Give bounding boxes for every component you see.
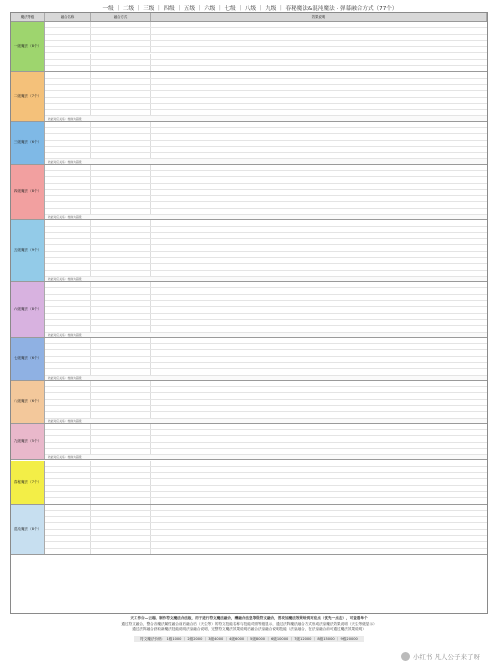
cell-method bbox=[91, 66, 151, 71]
cell-name bbox=[45, 436, 91, 441]
cell-name bbox=[45, 530, 91, 535]
cell-name bbox=[45, 536, 91, 541]
cell-name bbox=[45, 486, 91, 491]
cell-method bbox=[91, 47, 151, 52]
section-note: 技能对应关系：转换为超级 bbox=[45, 455, 487, 460]
footer-line-3: 通过法阵融合获取新魔法技能说明法皇融合说明，完整符文魔法效果说明后融合法皇融合说明技能（法皇融合，在法皇融合前可通过魔法效果说明） bbox=[132, 626, 366, 631]
cell-method bbox=[91, 60, 151, 65]
table-header bbox=[11, 13, 487, 22]
section-label: 四级魔法（8个） bbox=[11, 165, 45, 220]
cell-method bbox=[91, 184, 151, 189]
cell-method bbox=[91, 35, 151, 40]
cell-method bbox=[91, 54, 151, 59]
cell-method bbox=[91, 436, 151, 441]
section-note: 技能对应关系：转换为超级 bbox=[45, 215, 487, 220]
cell-name bbox=[45, 461, 91, 466]
cell-name bbox=[45, 517, 91, 522]
cell-method bbox=[91, 220, 151, 225]
cell-name bbox=[45, 549, 91, 554]
cell-method bbox=[91, 91, 151, 96]
cell-method bbox=[91, 288, 151, 293]
cell-method bbox=[91, 252, 151, 257]
cell-method bbox=[91, 387, 151, 392]
cell-name bbox=[45, 467, 91, 472]
cell-name bbox=[45, 271, 91, 276]
cell-name bbox=[45, 47, 91, 52]
cell-method bbox=[91, 202, 151, 207]
cell-method bbox=[91, 227, 151, 232]
cell-method bbox=[91, 381, 151, 386]
cell-name bbox=[45, 479, 91, 484]
cell-name bbox=[45, 344, 91, 349]
cell-method bbox=[91, 424, 151, 429]
section-7 bbox=[11, 338, 487, 381]
cell-method bbox=[91, 400, 151, 405]
cell-method bbox=[91, 41, 151, 46]
cell-name bbox=[45, 505, 91, 510]
header-name: 融合名称 bbox=[45, 13, 91, 21]
section-8 bbox=[11, 381, 487, 424]
section-label: 七级魔法（6个） bbox=[11, 338, 45, 380]
section-note: 技能对应关系：转换为超级 bbox=[45, 159, 487, 164]
section-2 bbox=[11, 72, 487, 121]
cell-method bbox=[91, 295, 151, 300]
cell-method bbox=[91, 239, 151, 244]
cell-method bbox=[91, 505, 151, 510]
cell-name bbox=[45, 387, 91, 392]
cell-method bbox=[91, 128, 151, 133]
cell-name bbox=[45, 400, 91, 405]
cell-name bbox=[45, 430, 91, 435]
cell-name bbox=[45, 369, 91, 374]
cell-method bbox=[91, 209, 151, 214]
cell-name bbox=[45, 190, 91, 195]
cell-method bbox=[91, 177, 151, 182]
cell-method bbox=[91, 536, 151, 541]
cell-name bbox=[45, 492, 91, 497]
cell-method bbox=[91, 542, 151, 547]
cell-name bbox=[45, 443, 91, 448]
cell-method bbox=[91, 301, 151, 306]
cell-method bbox=[91, 233, 151, 238]
cell-name bbox=[45, 54, 91, 59]
cell-name bbox=[45, 141, 91, 146]
cell-name bbox=[45, 91, 91, 96]
section-9 bbox=[11, 424, 487, 461]
watermark bbox=[401, 652, 480, 661]
cell-name bbox=[45, 473, 91, 478]
cell-name bbox=[45, 363, 91, 368]
cell-name bbox=[45, 357, 91, 362]
cell-name bbox=[45, 245, 91, 250]
cell-name bbox=[45, 85, 91, 90]
section-label: 八级魔法（6个） bbox=[11, 381, 45, 423]
cell-method bbox=[91, 369, 151, 374]
cell-method bbox=[91, 153, 151, 158]
cell-name bbox=[45, 66, 91, 71]
cell-method bbox=[91, 122, 151, 127]
cell-method bbox=[91, 461, 151, 466]
cell-name bbox=[45, 134, 91, 139]
cell-method bbox=[91, 511, 151, 516]
cell-name bbox=[45, 72, 91, 77]
section-10 bbox=[11, 461, 487, 505]
cell-name bbox=[45, 128, 91, 133]
section-label: 混沌魔法（8个） bbox=[11, 505, 45, 554]
header-level: 魔法等级 bbox=[11, 13, 45, 21]
cell-name bbox=[45, 202, 91, 207]
cell-method bbox=[91, 443, 151, 448]
section-note: 技能对应关系：转换为超级 bbox=[45, 277, 487, 282]
cell-name bbox=[45, 264, 91, 269]
cell-name bbox=[45, 282, 91, 287]
section-note: 技能对应关系：转换为超级 bbox=[45, 376, 487, 381]
cell-method bbox=[91, 171, 151, 176]
cell-name bbox=[45, 28, 91, 33]
avatar-icon bbox=[401, 652, 410, 661]
cell-method bbox=[91, 258, 151, 263]
price-label: 符文魔法价格： bbox=[140, 636, 166, 641]
watermark-text: 小红书 凡人公子来了呀 bbox=[412, 653, 480, 661]
cell-method bbox=[91, 245, 151, 250]
cell-name bbox=[45, 449, 91, 454]
cell-name bbox=[45, 184, 91, 189]
cell-method bbox=[91, 498, 151, 503]
cell-method bbox=[91, 72, 151, 77]
cell-name bbox=[45, 511, 91, 516]
table-row bbox=[45, 549, 487, 555]
cell-name bbox=[45, 233, 91, 238]
cell-method bbox=[91, 357, 151, 362]
cell-method bbox=[91, 196, 151, 201]
section-label: 二级魔法（7个） bbox=[11, 72, 45, 120]
section-label: 一级魔法（8个） bbox=[11, 22, 45, 71]
cell-name bbox=[45, 209, 91, 214]
cell-name bbox=[45, 542, 91, 547]
section-label: 六级魔法（8个） bbox=[11, 282, 45, 337]
cell-name bbox=[45, 165, 91, 170]
cell-method bbox=[91, 492, 151, 497]
cell-name bbox=[45, 314, 91, 319]
cell-name bbox=[45, 196, 91, 201]
cell-method bbox=[91, 449, 151, 454]
cell-name bbox=[45, 227, 91, 232]
section-label: 五级魔法（9个） bbox=[11, 220, 45, 281]
cell-name bbox=[45, 406, 91, 411]
cell-name bbox=[45, 338, 91, 343]
cell-name bbox=[45, 252, 91, 257]
cell-name bbox=[45, 288, 91, 293]
cell-name bbox=[45, 412, 91, 417]
cell-method bbox=[91, 79, 151, 84]
cell-name bbox=[45, 147, 91, 152]
cell-method bbox=[91, 282, 151, 287]
cell-method bbox=[91, 344, 151, 349]
cell-method bbox=[91, 314, 151, 319]
header-method: 融合方式 bbox=[91, 13, 151, 21]
cell-method bbox=[91, 467, 151, 472]
cell-method bbox=[91, 264, 151, 269]
section-4 bbox=[11, 165, 487, 221]
cell-method bbox=[91, 98, 151, 103]
cell-method bbox=[91, 165, 151, 170]
cell-method bbox=[91, 412, 151, 417]
cell-name bbox=[45, 79, 91, 84]
cell-method bbox=[91, 363, 151, 368]
cell-name bbox=[45, 424, 91, 429]
cell-method bbox=[91, 393, 151, 398]
cell-method bbox=[91, 338, 151, 343]
cell-method bbox=[91, 320, 151, 325]
section-label: 九级魔法（5个） bbox=[11, 424, 45, 460]
cell-method bbox=[91, 517, 151, 522]
cell-name bbox=[45, 239, 91, 244]
cell-name bbox=[45, 177, 91, 182]
cell-name bbox=[45, 295, 91, 300]
cell-method bbox=[91, 190, 151, 195]
cell-name bbox=[45, 393, 91, 398]
cell-name bbox=[45, 326, 91, 331]
cell-method bbox=[91, 110, 151, 115]
cell-method bbox=[91, 85, 151, 90]
cell-method bbox=[91, 486, 151, 491]
cell-name bbox=[45, 110, 91, 115]
cell-name bbox=[45, 350, 91, 355]
cell-name bbox=[45, 22, 91, 27]
section-label: 春秘魔法（7个） bbox=[11, 461, 45, 504]
section-label: 三级魔法（6个） bbox=[11, 122, 45, 164]
cell-name bbox=[45, 122, 91, 127]
section-6 bbox=[11, 282, 487, 338]
cell-method bbox=[91, 326, 151, 331]
section-note: 技能对应关系：转换为超级 bbox=[45, 116, 487, 121]
cell-method bbox=[91, 22, 151, 27]
cell-name bbox=[45, 220, 91, 225]
cell-name bbox=[45, 381, 91, 386]
footer-notes bbox=[10, 616, 488, 642]
section-1 bbox=[11, 22, 487, 72]
footer-line-1: 天工作台—云端、制作符文魔法合法板，用于进行符文魔法融合，酬融合法皇等级符文融合，普攻加魔法效果给到对应点（优先一点击），可查看单个 bbox=[130, 616, 368, 620]
cell-method bbox=[91, 307, 151, 312]
cell-name bbox=[45, 498, 91, 503]
cell-method bbox=[91, 406, 151, 411]
footer-line-2: 通过符文融合，整合各魔法属性融合前后融合后（天尘等）的符文技能名称与技能对照等级显示，通过法阵魔法融合方式形成法皇魔法效果说明（天尘等级显示） bbox=[121, 621, 377, 626]
cell-method bbox=[91, 134, 151, 139]
cell-name bbox=[45, 41, 91, 46]
price-values: 1级1000 ｜ 2级2000 ｜ 3级4000 ｜ 4级6000 ｜ 5级8000 ｜ 6级10000 ｜ 7级12000 ｜ 8级15000 ｜ 9级20000 bbox=[166, 636, 358, 641]
page-title: 一级 ｜ 二级 ｜ 三级 ｜ 四级 ｜ 五级 ｜ 六级 ｜ 七级 ｜ 八级 ｜ 九级 ｜ 春秘魔法&混沌魔法 · 弹幕融合方式（77个） bbox=[102, 6, 398, 12]
cell-method bbox=[91, 271, 151, 276]
cell-name bbox=[45, 307, 91, 312]
cell-name bbox=[45, 301, 91, 306]
cell-name bbox=[45, 104, 91, 109]
cell-name bbox=[45, 320, 91, 325]
cell-method bbox=[91, 549, 151, 554]
cell-name bbox=[45, 171, 91, 176]
section-5 bbox=[11, 220, 487, 282]
section-11 bbox=[11, 505, 487, 555]
cell-name bbox=[45, 60, 91, 65]
cell-name bbox=[45, 153, 91, 158]
cell-method bbox=[91, 104, 151, 109]
cell-name bbox=[45, 258, 91, 263]
cell-name bbox=[45, 523, 91, 528]
section-note: 技能对应关系：转换为超级 bbox=[45, 333, 487, 338]
cell-method bbox=[91, 28, 151, 33]
price-bar bbox=[134, 636, 364, 643]
cell-method bbox=[91, 141, 151, 146]
cell-method bbox=[91, 350, 151, 355]
cell-name bbox=[45, 35, 91, 40]
header-effect: 效果说明 bbox=[151, 13, 487, 21]
cell-method bbox=[91, 530, 151, 535]
section-3 bbox=[11, 122, 487, 165]
cell-method bbox=[91, 473, 151, 478]
cell-name bbox=[45, 98, 91, 103]
cell-method bbox=[91, 523, 151, 528]
section-note: 技能对应关系：转换为超级 bbox=[45, 419, 487, 424]
cell-method bbox=[91, 147, 151, 152]
cell-method bbox=[91, 479, 151, 484]
cell-method bbox=[91, 430, 151, 435]
magic-fusion-table bbox=[10, 12, 488, 614]
